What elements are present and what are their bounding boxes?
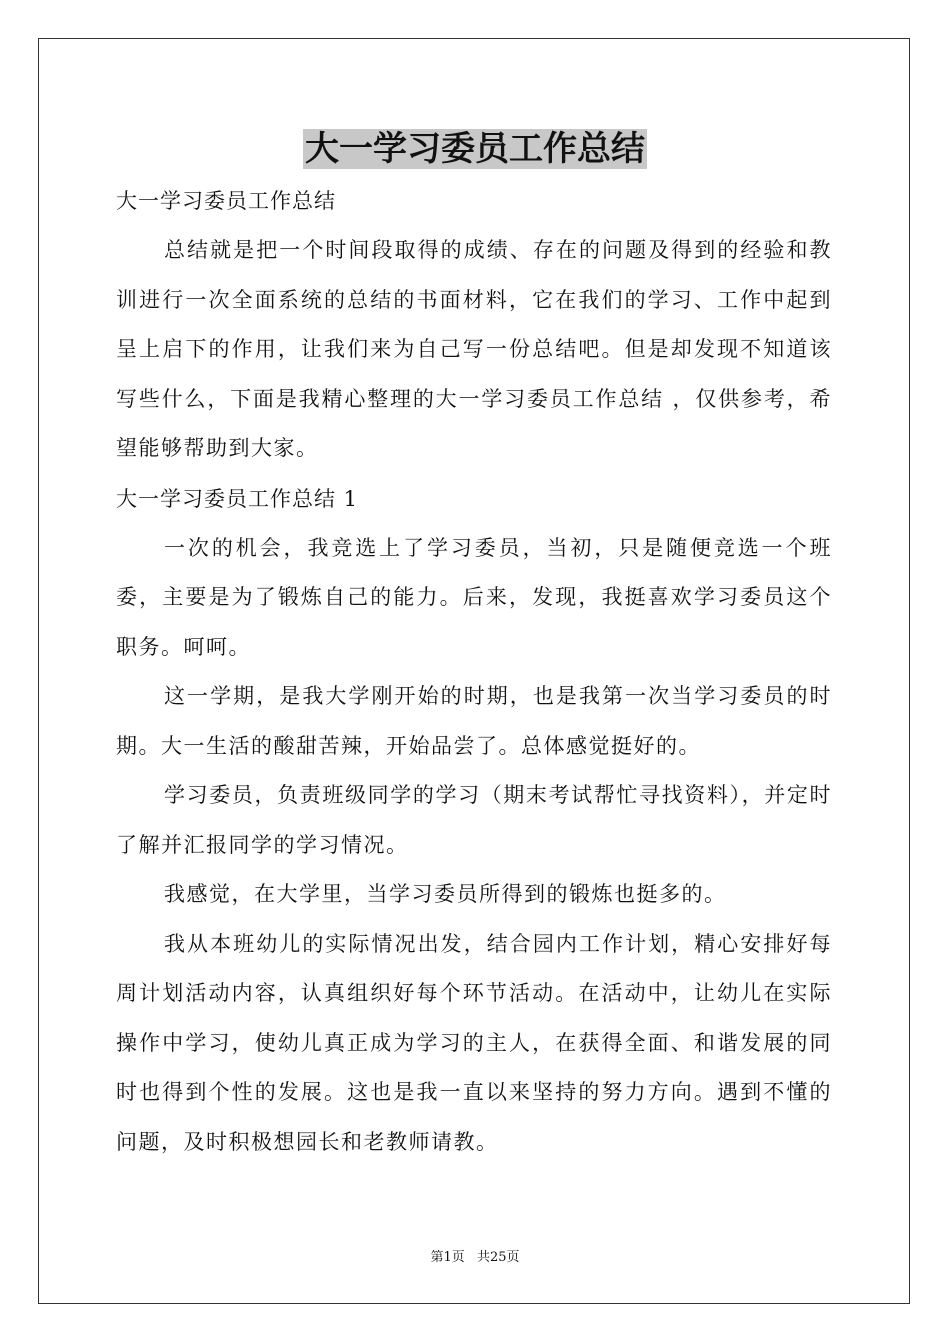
body-paragraph: 一次的机会，我竞选上了学习委员，当初，只是随便竞选一个班委，主要是为了锻炼自己的能力。后来，发现，我挺喜欢学习委员这个职务。呵呵。 — [116, 535, 832, 659]
body-paragraph: 这一学期，是我大学刚开始的时期，也是我第一次当学习委员的时期。大一生活的酸甜苦辣，开始品尝了。总体感觉挺好的。 — [116, 684, 832, 758]
body-paragraph: 我从本班幼儿的实际情况出发，结合园内工作计划，精心安排好每周计划活动内容，认真组织好每个环节活动。在活动中，让幼儿在实际操作中学习，使幼儿真正成为学习的主人，在获得全面、和谐发展的同时也得到个性的发展。这也是我一直以来坚持的努力方向。遇到不懂的问题，及时积极想园长和老教师请教。 — [116, 931, 832, 1154]
page-footer — [0, 1246, 950, 1265]
page-total: 共25页 — [476, 1250, 520, 1265]
document-title-text: 大一学习委员工作总结 — [305, 129, 645, 169]
document-subtitle: 大一学习委员工作总结 — [116, 189, 336, 213]
document-body — [116, 176, 832, 1167]
document-title — [0, 124, 950, 174]
body-paragraph: 学习委员，负责班级同学的学习（期末考试帮忙寻找资料），并定时了解并汇报同学的学习情况。 — [116, 783, 832, 857]
section-heading: 大一学习委员工作总结 1 — [116, 486, 359, 511]
intro-paragraph: 总结就是把一个时间段取得的成绩、存在的问题及得到的经验和教训进行一次全面系统的总结的书面材料，它在我们的学习、工作中起到呈上启下的作用，让我们来为自己写一份总结吧。但是却发现不知道该写些什么，下面是我精心整理的大一学习委员工作总结 ，仅供参考，希望能够帮助到大家。 — [116, 238, 832, 460]
page-number: 第1页 — [430, 1250, 465, 1265]
body-paragraph: 我感觉，在大学里，当学习委员所得到的锻炼也挺多的。 — [164, 882, 727, 906]
